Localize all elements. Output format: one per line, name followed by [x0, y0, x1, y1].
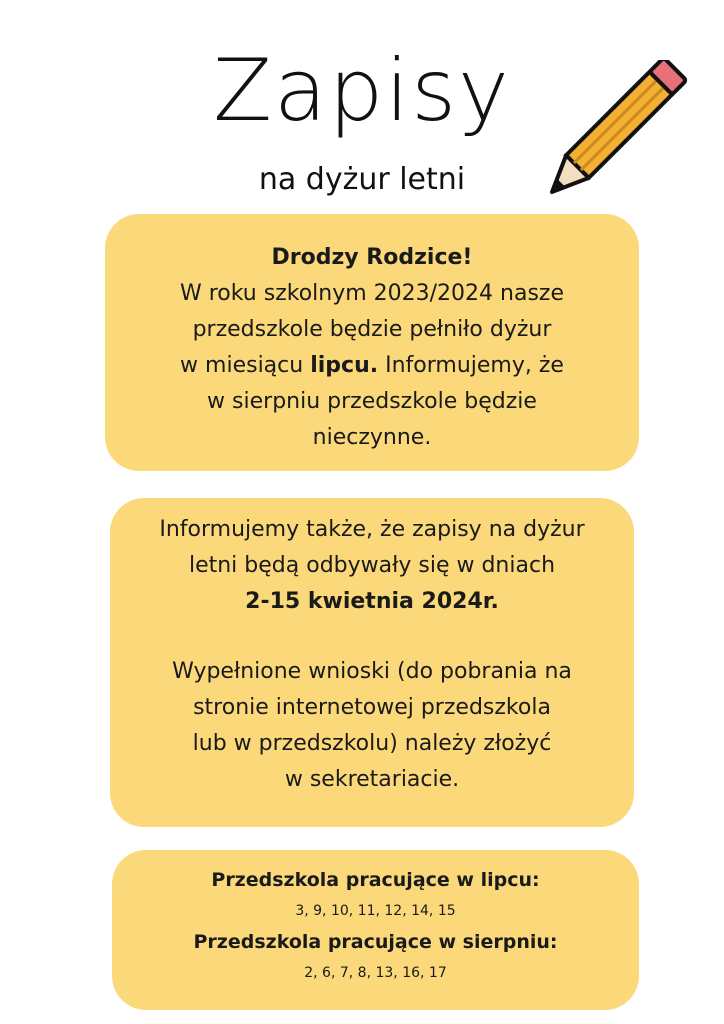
card1-line: w miesiącu lipcu. Informujemy, że: [180, 353, 564, 378]
card2-line: lub w przedszkolu) należy złożyć: [192, 731, 552, 756]
card1-line: przedszkole będzie pełniło dyżur: [192, 317, 552, 342]
registration-dates: 2-15 kwietnia 2024r.: [245, 589, 499, 614]
spacer: [110, 620, 634, 654]
info-card-registration: [110, 498, 634, 827]
august-numbers: 2, 6, 7, 8, 13, 16, 17: [304, 965, 447, 981]
card2-line: Wypełnione wnioski (do pobrania na: [172, 659, 572, 684]
page-subtitle: na dyżur letni: [258, 162, 466, 197]
card2-line: Informujemy także, że zapisy na dyżur: [159, 517, 585, 542]
info-card-greeting: [105, 214, 639, 471]
card1-line: W roku szkolnym 2023/2024 nasze: [179, 281, 565, 306]
july-numbers: 3, 9, 10, 11, 12, 14, 15: [295, 903, 456, 919]
page-title: Zapisy: [213, 41, 511, 141]
greeting-heading: Drodzy Rodzice!: [271, 245, 473, 270]
card2-line: stronie internetowej przedszkola: [193, 695, 551, 720]
august-heading: Przedszkola pracujące w sierpniu:: [193, 931, 558, 953]
card2-line: letni będą odbywały się w dniach: [188, 553, 556, 578]
card1-line: nieczynne.: [312, 425, 432, 450]
july-heading: Przedszkola pracujące w lipcu:: [211, 869, 540, 891]
pencil-icon: [540, 60, 690, 205]
info-card-schools: [112, 850, 639, 1010]
card2-line: w sekretariacie.: [284, 767, 460, 792]
card1-line: w sierpniu przedszkole będzie: [207, 389, 537, 414]
